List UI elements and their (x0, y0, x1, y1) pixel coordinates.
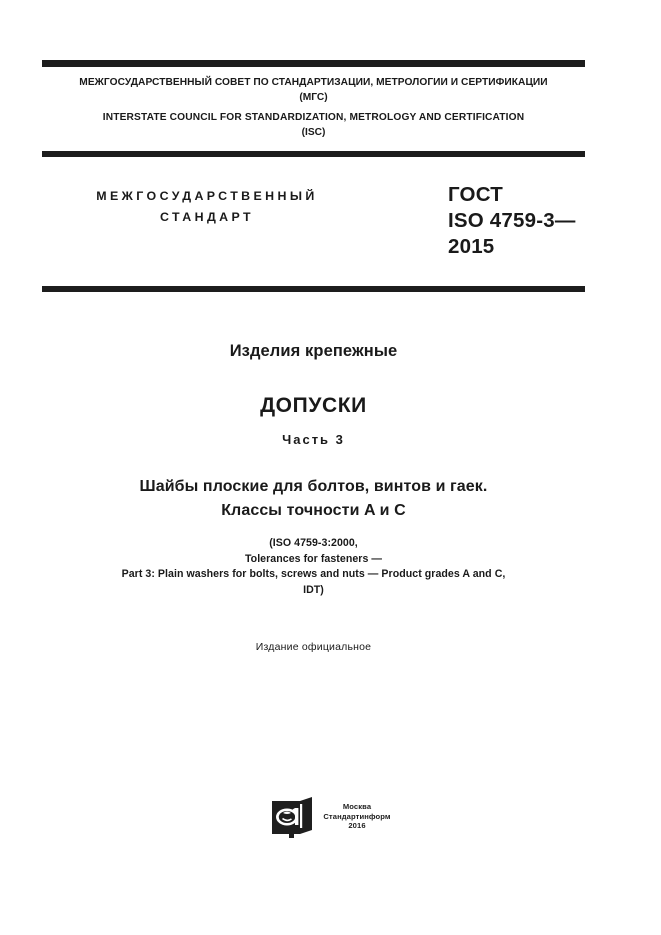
title-product-group: Изделия крепежные (229, 342, 398, 360)
header-rule-top (42, 60, 585, 67)
title-main: ДОПУСКИ (260, 394, 367, 417)
header-rule-middle (42, 151, 585, 157)
imprint-city: Москва (342, 802, 372, 811)
standard-band (42, 183, 585, 282)
iso-reference-line4: IDT) (303, 583, 324, 596)
council-abbr-en: (ISC) (301, 126, 326, 138)
standard-designation-year: 2015 (448, 235, 495, 258)
standard-designation-prefix: ГОСТ (448, 183, 503, 206)
standard-designation (448, 182, 628, 260)
iso-reference-line1: (ISO 4759-3:2000, (269, 537, 358, 549)
header-rule-bottom (42, 286, 585, 292)
iso-reference-line3: Part 3: Plain washers for bolts, screws and nuts — Product grades A and C, (121, 568, 506, 580)
council-title-ru: МЕЖГОСУДАРСТВЕННЫЙ СОВЕТ ПО СТАНДАРТИЗАЦИИ, МЕТРОЛОГИИ И СЕРТИФИКАЦИИ (79, 77, 548, 88)
official-edition-note: Издание официальное (255, 641, 372, 653)
imprint-publisher: Стандартинформ (323, 811, 391, 821)
standard-type-line2: СТАНДАРТ (160, 210, 254, 224)
imprint-year: 2016 (348, 821, 366, 831)
council-header (42, 76, 585, 140)
iso-reference-line2: Tolerances for fasteners — (244, 552, 383, 565)
standard-type-line1: МЕЖГОСУДАРСТВЕННЫЙ (96, 189, 318, 203)
title-part: Часть 3 (282, 432, 345, 447)
standard-type (42, 186, 372, 228)
title-scope-line2: Классы точности A и C (221, 502, 406, 519)
council-title-en: INTERSTATE COUNCIL FOR STANDARDIZATION, METROLOGY AND CERTIFICATION (102, 112, 525, 123)
imprint-text (323, 796, 390, 831)
iso-reference-block (42, 536, 585, 598)
standartinform-logo-icon (270, 796, 314, 841)
title-block (42, 340, 585, 523)
title-scope-line1: Шайбы плоские для болтов, винтов и гаек. (139, 478, 488, 495)
title-scope (42, 475, 585, 523)
publisher-imprint (0, 796, 661, 841)
standard-designation-number: ISO 4759-3— (448, 209, 576, 232)
council-abbr-ru: (МГС) (299, 91, 328, 103)
